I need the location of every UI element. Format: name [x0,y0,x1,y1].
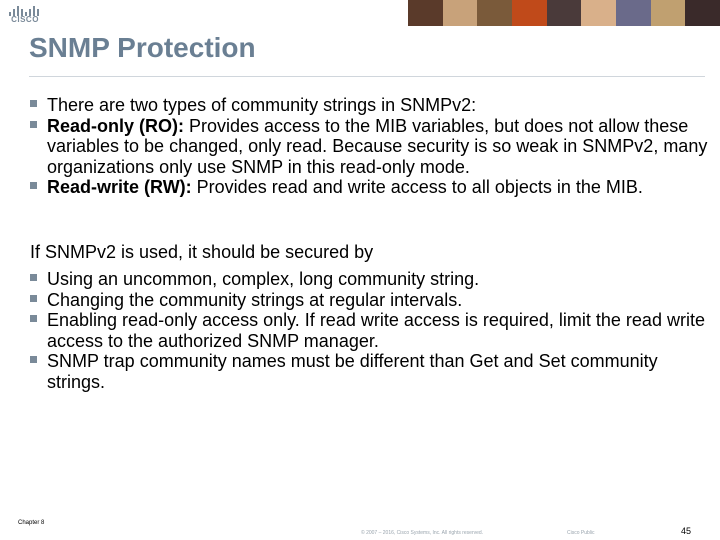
square-bullet-icon [30,315,37,322]
list-item [30,351,710,392]
list-item-text: There are two types of community strings in SNMPv2: [47,95,477,115]
header-bar [0,0,720,26]
list-item [30,290,710,311]
list-item [30,310,710,351]
square-bullet-icon [30,356,37,363]
list-item [30,95,710,116]
footer-classification: Cisco Public [567,530,595,536]
square-bullet-icon [30,121,37,128]
bullet-list-securing [30,269,710,392]
square-bullet-icon [30,100,37,107]
header-photo [547,0,582,26]
header-photo [512,0,547,26]
body-paragraph: If SNMPv2 is used, it should be secured by [30,241,374,262]
header-photo [651,0,686,26]
list-item-text: Provides access to the MIB variables, but does not allow these variables to be changed, only read. Because security is so weak in SNMPv2, many organizations only use SNMP in this read-only mode. [47,115,708,177]
page-number: 45 [681,526,692,536]
list-item [30,177,710,198]
square-bullet-icon [30,295,37,302]
title-divider [29,76,705,77]
header-photo [616,0,651,26]
header-photo [408,0,443,26]
logo-text: CISCO [11,15,39,24]
slide-title: SNMP Protection [29,32,256,63]
list-item-text: Enabling read-only access only. If read write access is required, limit the read write access to the authorized SNMP manager. [47,310,705,351]
list-item [30,116,710,178]
square-bullet-icon [30,274,37,281]
header-photo [581,0,616,26]
list-item-term: Read-write (RW): [47,177,192,197]
list-item [30,269,710,290]
header-photo [443,0,478,26]
footer-copyright: © 2007 – 2016, Cisco Systems, Inc. All rights reserved. [361,530,484,536]
list-item-term: Read-only (RO): [47,115,184,136]
bullet-list-community-strings [30,95,710,198]
header-photo [477,0,512,26]
header-photo [685,0,720,26]
header-photo-strip [408,0,720,26]
cisco-logo [8,4,42,24]
footer-chapter: Chapter 8 [18,520,45,526]
list-item-text: Changing the community strings at regular intervals. [47,289,463,310]
list-item-text: SNMP trap community names must be different than Get and Set community strings. [47,351,658,392]
slide-body [30,95,710,392]
list-item-text: Using an uncommon, complex, long community string. [47,269,480,289]
square-bullet-icon [30,182,37,189]
list-item-text: Provides read and write access to all objects in the MIB. [191,177,643,197]
